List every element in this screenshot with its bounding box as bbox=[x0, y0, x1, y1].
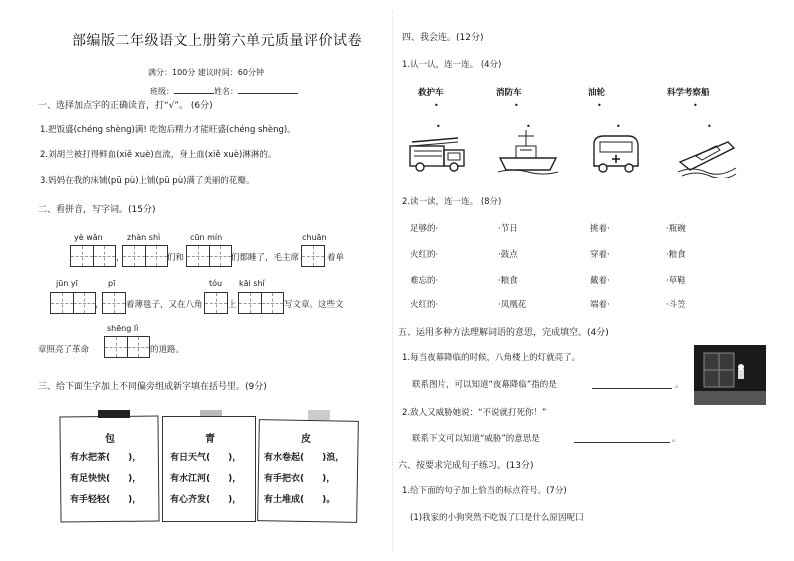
card-qing-line-2: 有水江河( )， bbox=[170, 474, 242, 484]
sec4-q2: 2.读一读，连一连。 (8分) bbox=[402, 197, 502, 207]
match-dot[interactable]: • bbox=[693, 101, 698, 110]
text-comma: ， bbox=[116, 253, 125, 263]
col4-item-4[interactable]: ·斗笠 bbox=[666, 300, 686, 310]
pinyin-chuan: chuān bbox=[302, 233, 327, 242]
card-char-bao: 包 bbox=[105, 434, 115, 445]
vehicle-label-firetruck: 消防车 bbox=[496, 88, 522, 98]
tape-icon bbox=[98, 410, 130, 418]
col3-item-2[interactable]: 穿着· bbox=[590, 250, 610, 260]
q1-item-1: 1.把饭盛(chéng shèng)满! 吃饱后精力才能旺盛(chéng shèng)。 bbox=[40, 125, 296, 135]
col3-item-3[interactable]: 戴着· bbox=[590, 276, 610, 286]
card-char-qing: 青 bbox=[205, 434, 215, 445]
write-grid-tou[interactable] bbox=[204, 292, 228, 314]
oil-tanker-icon bbox=[498, 126, 558, 176]
col1-item-4[interactable]: 火红的· bbox=[410, 300, 439, 310]
sec4-q1: 1.认一认，连一连。 (4分) bbox=[402, 60, 502, 70]
section-5-heading: 五、运用多种方法理解词语的意思，完成填空。(4分) bbox=[398, 328, 609, 338]
col4-item-2[interactable]: ·粮食 bbox=[666, 250, 686, 260]
period: 。 bbox=[672, 434, 681, 444]
sec5-q2: 2.敌人又威胁她说：“不说就打死你！” bbox=[402, 408, 547, 418]
card-qing-line-1: 有日天气( )， bbox=[170, 453, 242, 463]
text-sleep: 们都睡了，毛主席 bbox=[231, 253, 300, 263]
vehicle-label-research-ship: 科学考察船 bbox=[667, 88, 710, 98]
col2-item-2[interactable]: ·鼓点 bbox=[498, 250, 518, 260]
pinyin-pi: pī bbox=[108, 279, 116, 288]
text-comma-2: ， bbox=[95, 300, 104, 310]
section-4-heading: 四、我会连。(12分) bbox=[402, 33, 484, 43]
card-bao-line-1: 有水把茶( )， bbox=[70, 453, 142, 463]
write-grid-pi[interactable] bbox=[102, 292, 126, 314]
col1-item-2[interactable]: 火红的· bbox=[410, 250, 439, 260]
fire-truck-icon bbox=[408, 134, 468, 174]
match-dot[interactable]: • bbox=[597, 101, 602, 110]
match-dot[interactable]: • bbox=[434, 101, 439, 110]
vehicle-label-tanker: 油轮 bbox=[588, 88, 606, 98]
text-revolution: 章照亮了革命 bbox=[38, 345, 90, 355]
sec6-sub1: (1)我家的小狗突然不吃饭了囗是什么原因呢囗 bbox=[410, 513, 584, 523]
match-dot[interactable]: • bbox=[526, 122, 531, 131]
col3-item-1[interactable]: 挑着· bbox=[590, 224, 610, 234]
write-grid-yewan[interactable] bbox=[70, 245, 116, 267]
period: 。 bbox=[675, 380, 684, 390]
pinyin-cunmin: cūn mín bbox=[190, 233, 223, 242]
tape-icon bbox=[200, 410, 222, 416]
column-divider bbox=[392, 10, 393, 551]
section-2-heading: 二、看拼音，写字词。(15分) bbox=[38, 205, 156, 215]
score-info: 满分：100分 建议时间：60分钟 bbox=[148, 68, 264, 77]
pinyin-kaishi: kāi shǐ bbox=[239, 279, 265, 288]
card-qing-line-3: 有心齐发( )， bbox=[170, 495, 242, 505]
col1-item-3[interactable]: 难忘的· bbox=[410, 276, 439, 286]
match-dot[interactable]: • bbox=[436, 122, 441, 131]
write-grid-cunmin[interactable] bbox=[186, 245, 232, 267]
sec5-q2-fill: 联系下文可以知道“威胁”的意思是 bbox=[412, 434, 540, 444]
text-write-article: 写文章。这些文 bbox=[284, 300, 344, 310]
col2-item-3[interactable]: ·粮食 bbox=[498, 276, 518, 286]
col4-item-1[interactable]: ·瓶碗 bbox=[666, 224, 686, 234]
q1-item-3: 3.妈妈在我的床铺(pū pù)上铺(pū pù)满了美丽的花瓣。 bbox=[40, 176, 255, 186]
name-label: 姓名： bbox=[214, 87, 238, 96]
write-grid-chuan[interactable] bbox=[301, 245, 325, 267]
answer-blank[interactable] bbox=[574, 442, 670, 443]
text-shang: 上 bbox=[228, 300, 237, 310]
name-field[interactable] bbox=[238, 93, 298, 94]
class-label: 班级： bbox=[150, 87, 174, 96]
class-name-line bbox=[150, 86, 298, 97]
text-menhe: 们和 bbox=[167, 253, 185, 263]
col2-item-4[interactable]: ·凤凰花 bbox=[498, 300, 527, 310]
night-window-image bbox=[694, 345, 766, 405]
card-pi-line-3: 有土堆成( )。 bbox=[264, 495, 336, 505]
write-grid-shengli[interactable] bbox=[104, 336, 150, 358]
match-dot[interactable]: • bbox=[707, 122, 712, 131]
write-grid-junyi[interactable] bbox=[50, 292, 96, 314]
ambulance-icon bbox=[590, 130, 642, 176]
pinyin-tou: tóu bbox=[209, 279, 223, 288]
match-dot[interactable]: • bbox=[514, 101, 519, 110]
write-grid-zhanshi[interactable] bbox=[122, 245, 168, 267]
page-title: 部编版二年级语文上册第六单元质量评价试卷 bbox=[72, 33, 362, 49]
pinyin-yewan: yè wǎn bbox=[74, 233, 103, 242]
write-grid-kaishi[interactable] bbox=[238, 292, 284, 314]
text-zhedan: 着单 bbox=[327, 253, 345, 263]
text-road: 的道路。 bbox=[150, 345, 185, 355]
vehicle-label-ambulance: 救护车 bbox=[418, 88, 444, 98]
card-char-pi: 皮 bbox=[301, 434, 311, 445]
card-bao-line-2: 有足快快( )， bbox=[70, 474, 142, 484]
section-6-heading: 六、按要求完成句子练习。(13分) bbox=[398, 461, 534, 471]
pinyin-zhanshi: zhàn shì bbox=[127, 233, 161, 242]
sec5-q1: 1.每当夜幕降临的时候，八角楼上的灯就亮了。 bbox=[402, 353, 581, 363]
card-pi-line-1: 有水卷起( )浪， bbox=[264, 453, 345, 463]
card-bao-line-3: 有手轻轻( )， bbox=[70, 495, 142, 505]
tape-icon bbox=[308, 410, 330, 420]
q1-item-2: 2.刘胡兰被打得鲜血(xiě xuè)直流，身上血(xiě xuè)淋淋的。 bbox=[40, 150, 277, 160]
section-3-heading: 三、给下面生字加上不同偏旁组成新字填在括号里。(9分) bbox=[38, 382, 267, 392]
col2-item-1[interactable]: ·节日 bbox=[498, 224, 518, 234]
pinyin-shengli: shēng lì bbox=[107, 324, 139, 333]
col3-item-4[interactable]: 端着· bbox=[590, 300, 610, 310]
research-ship-icon bbox=[676, 134, 738, 178]
text-blanket: 着薄毯子，又在八角 bbox=[126, 300, 203, 310]
pinyin-junyi: jūn yī bbox=[56, 279, 78, 288]
match-dot[interactable]: • bbox=[616, 122, 621, 131]
sec6-q1: 1.给下面的句子加上恰当的标点符号。(7分) bbox=[402, 486, 567, 496]
col4-item-3[interactable]: ·草鞋 bbox=[666, 276, 686, 286]
answer-blank[interactable] bbox=[592, 388, 672, 389]
class-field[interactable] bbox=[174, 93, 214, 94]
sec5-q1-fill: 联系图片，可以知道“夜幕降临”指的是 bbox=[412, 380, 557, 390]
col1-item-1[interactable]: 足够的· bbox=[410, 224, 439, 234]
card-pi-line-2: 有手把衣( )， bbox=[264, 474, 336, 484]
section-1-heading: 一、选择加点字的正确读音，打“√”。 (6分) bbox=[38, 101, 213, 111]
